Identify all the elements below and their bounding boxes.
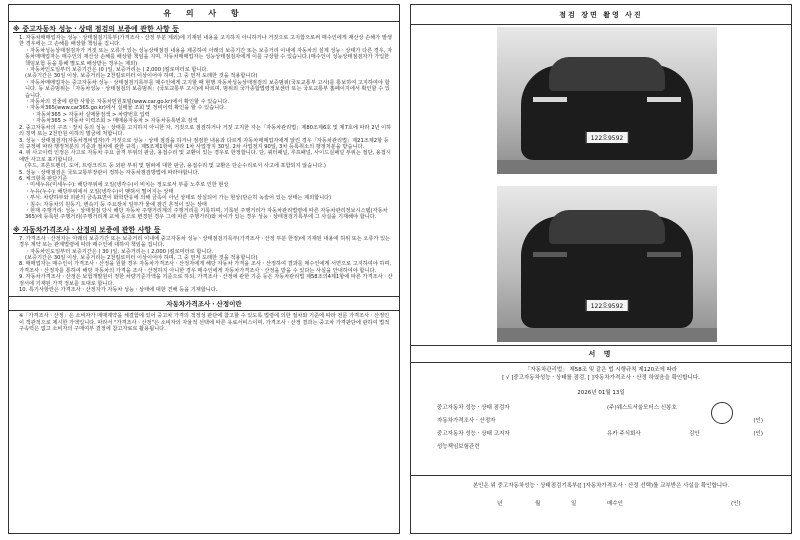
row-label: 성능책임보험관련: [437, 444, 480, 450]
notice-header: 유 의 사 항: [9, 5, 399, 22]
car-windshield: [549, 57, 665, 91]
signature-row-appraiser: [411, 414, 791, 427]
notice-item: (후드, 프론트펜더, 도어, 트렁크리드 등 외판 부위 및 범퍼에 대한 판금, 용접수리 및 교환은 단순수리로서 사고에 포함되지 않습니다.): [25, 163, 326, 170]
notice-item: 9. 자동차가격조사ㆍ산정은 보험개발원이 정한 차량기준가액을 기준으로 하되, 가격조사ㆍ산정에 관한 기준 등은 자동차관리법 제58조의4제1항에 따른 가격조사ㆍ산정서에 기재된 가격 정보를 토대로 합니다.: [19, 274, 393, 287]
taillight-right: [647, 252, 681, 257]
buyer-signature-line: [411, 499, 791, 513]
notice-item: (보증기간은 30일 이상, 보증거리는 2천킬로미터 이상이어야 하며, 그 중 먼저 도래한 것을 적용합니다): [25, 255, 258, 261]
car-rear-photo: [497, 186, 717, 342]
notice-item: ㆍ침수: 자동차의 원동기, 변속기 등 주요장치 일부가 물에 잠긴 흔적이 있는 상태: [25, 201, 207, 208]
notifier-company: 유카 주식회사: [607, 431, 641, 437]
price-box-note: ※「가격조사ㆍ산정」은 소비자가 매매계약을 체결함에 있어 중고차 가격의 적정성 판단에 참고할 수 있도록 법령에 의한 절차와 기준에 따라 전문 가격조사ㆍ산정인이 객관적으로 제시한 가액입니다. 따라서 "가격조사ㆍ산정"은 소비자의 자율적 선택에 따른 유료서비스이며, 가격조사ㆍ산정 결과는 중고차 가격판단에 관하여 법적 구속력은 없고 소비자의 구매여부 결정에 참고자료로 활용됩니다.: [19, 313, 390, 333]
confirm-buyer: 매수인: [607, 501, 623, 507]
notice-item: 4. 위 사고이력 인정은 사고로 자동차 주요 골격 부위의 판금, 용접수리 및 교환이 있는 경우로 한정합니다. 단, 쿼터패널, 루프패널, 사이드실패널 부위는 절단, 용접시에만 사고로 표기합니다.: [19, 150, 391, 163]
buyer-confirm-text: 본인은 위 중고자동차성능ㆍ상태점검기록부([ ]자동차가격조사ㆍ산정 선택)를 교부받은 사실을 확인합니다.: [472, 483, 730, 489]
seal-mark: (인): [753, 431, 763, 437]
notice-item: 3. 성능ㆍ상태점검자(자동차정비업자)가 거짓으로 성능ㆍ상태 점검을 하거나 점검한 내용과 다르게 자동차매매업자에게 알린 경우「자동차관리법」제21조제2항 등의 규정에 따라 행정처분의 기준과 절차에 관한 규칙」제5조제1항에 따라 1차 사업정지 30일, 2차 사업정지 90일, 3차 등록취소의 행정처분을 받습니다.: [19, 137, 389, 150]
headlight-right: [647, 97, 681, 102]
license-plate: 122호9592: [586, 299, 629, 312]
car-rear-window: [549, 210, 665, 244]
photo-header: 점검 장면 촬영 사진: [411, 5, 791, 25]
photo-sign-panel: [410, 4, 792, 534]
signature-date: 2026년 01월 13일: [577, 390, 625, 396]
notice-item: ㆍ현재 주행거리: 성능ㆍ상태점검 당시 해당 자동차 주행거리계의 주행거리를 기록하며, 기록된 주행거리가 자동차관리법령에 따른 자동차관리정보시스템(자동차365)에 등록된 주행거리(주행거리계 교체 등으로 변경된 경우 그에 따른 주행거리)와 차이가 있는 경우 성능ㆍ상태점검기록부에 그 사실을 기재해야 합니다.: [25, 207, 388, 221]
notice-item: ㆍ부식: 차량하부와 외판의 금속표면이 화학반응에 의해 금속이 아닌 상태로 상실되어 가는 현상(단순히 녹슬어 있는 상태는 제외합니다): [25, 195, 332, 202]
signature-confirm-line: [ √ ]중고자동차성능ㆍ상태를 점검, [ ]자동차가격조사ㆍ산정 하였음을 확인합니다.: [502, 375, 700, 381]
row-label: 자동차가격조사ㆍ산정자: [437, 418, 496, 424]
seal-mark: (인): [753, 418, 763, 424]
notice-item: ㆍ자동차매매업자는 중고자동차 성능ㆍ상태점검기록부를 매수인에게 고지할 때 현행 자동차성능상태점검의 보증범위(국토교통부 고시)를 통보하여 고지하여야 합니다. 동 보증범위는「자동차성능ㆍ상태점검의 보증범위」(국토교통부 고시)에 따르며, 범위외 국가종합법령정보센터 또는 국토교통부 홈페이지에서 확인할 수 있습니다.: [25, 79, 390, 99]
row-label: 중고자동차 성능ㆍ상태 점검자: [437, 405, 510, 411]
notice-item: ㆍ자동차365 > 자동차 실매물검색 > 차량번호 입력: [31, 111, 150, 118]
inspector-name: (주)웨스트서울모터스 신봉호: [607, 405, 677, 411]
notice-item: ㆍ자동차인도일부터 보증기간은 ( 30 )일, 보증거리는 ( 2,000 )킬로미터로 합니다.: [25, 248, 213, 255]
section2-title: ※ 자동차가격조사ㆍ산정의 보증에 관한 사항 등: [13, 225, 161, 234]
notice-item: ㆍ자동차365 > 자동차 이력조회 > 매매용자동차 > 자동차등록번호 검색: [31, 118, 198, 125]
section2-list: [9, 236, 399, 294]
notice-panel: [8, 4, 400, 534]
headlight-left: [533, 97, 567, 102]
price-box-title: 자동차가격조사ㆍ산정이란: [9, 296, 399, 311]
notice-item: ㆍ자동차의 진줄에 관한 사항은 자동차민원포털(www.car.go.kr)에서 확인할 수 있습니다.: [25, 99, 229, 106]
car-front-photo: [497, 27, 717, 174]
confirm-year: 년: [497, 501, 503, 507]
signature-header: 서 명: [411, 346, 791, 363]
notice-item: ㆍ누유(누수): 해당부위에서 오일(냉각수)이 맺혀서 떨어지는 상태: [25, 188, 174, 195]
ground: [497, 328, 717, 342]
notice-item: 10. 특기사항란은 가격조사ㆍ산정자가 자동차 성능ㆍ상태에 대한 견해 등을 기재합니다.: [19, 287, 218, 294]
notice-item: 8. 매매업자는 매수인이 가격조사ㆍ산정을 원할 경우 자동차가격조사ㆍ산정자에게 해당 자동차 가격을 조사ㆍ산정하여 결과를 매수인에게 서면으로 고지하여야 하며, 가격조사ㆍ산정자를 통하여 해당 자동차의 가격을 조사ㆍ산정하지 아니한 경우 매수인에게 자동차가격조사ㆍ산정을 받을 수 있다는 사실을 안내하여야 합니다.: [19, 261, 393, 274]
notice-item: 2. 중고자동차의 구조ㆍ장치 등의 성능ㆍ상태를 고지하지 아니한 자, 거짓으로 점검하거나 거짓 고지한 자는「자동차관리법」제80조제6호 및 제7호에 따라 2년 이하의 징역 또는 2천만원 이하의 벌금에 처합니다.: [19, 124, 392, 138]
ground: [497, 160, 717, 174]
section1-title: ※ 중고자동차 성능ㆍ상태 점검의 보증에 관한 사항 등: [13, 25, 179, 33]
notice-item: 5. 성능ㆍ상태점검은 국토교통부장관이 정하는 자동차점검방법에 따라야합니다.: [19, 169, 200, 176]
notice-item: 7. 가격조사ㆍ산정자는 아래의 보증기간 또는 보증거리 이내에 중고자동차 성능ㆍ상태점검기록부(가격조사ㆍ산정 부분 한정)에 기재된 내용에 허위 또는 오류가 있는 경우 계약 또는 관계법령에 따라 매수인에 대하여 책임을 집니다.: [19, 235, 392, 249]
notice-item: ㆍ미세누유(미세누수): 해당부위에 오일(냉각수)이 비치는 정도로서 부품 노후로 인한 현상: [25, 182, 229, 189]
confirm-month: 월: [535, 501, 541, 507]
row-label: 중고자동차 성능ㆍ상태 고지자: [437, 431, 510, 437]
signature-row-inspector: [411, 401, 791, 414]
notice-item: ㆍ자동차인도일부터 보증기간은 (0 )일, 보증거리는 ( 2,000 )킬로미터로 합니다.: [25, 67, 209, 74]
confirm-seal: (인): [731, 501, 741, 507]
notice-item: (보증기간은 30일 이상, 보증거리는 2천킬로미터 이상이어야 하며, 그 중 먼저 도래한 것을 적용합니다): [25, 73, 258, 80]
notice-item: ㆍ자동차성능상태점검자가 거짓 또는 오류가 있는 성능상태점검 내용을 제공하여 아래의 보증기간 또는 보증거리 이내에 자동차의 실제 성능ㆍ상태가 다른 경우, 자동차매매업자는 매수인의 재산상 손해를 배상할 책임을 지며, 자동차매매업자는 성능상태점검자에게 이를 구상할 수 있습니다.(매수인이 성능상태점검자가 가입한 책임보험 등을 통해 별도로 배상받는 경우는 제외): [25, 47, 393, 67]
notice-item: ㆍ자동차365(www.car365.go.kr)에서 실매물 조회 및 정비이력 확인을 할 수 있습니다.: [25, 105, 226, 112]
confirm-day: 일: [571, 501, 577, 507]
notice-item: 1. 자동차매매업자는 성능ㆍ상태점검기록부(가격조사ㆍ산정 부분 제외)에 기재된 내용을 고지하지 아니하거나 거짓으로 고지함으로써 매수인에게 재산상 손해가 발생한 경우에는 그 손해를 배상할 책임을 집니다.: [19, 35, 392, 48]
signature-intro: 「자동차관리법」 제58조 및 같은 법 시행규칙 제120조에 따라: [524, 367, 678, 373]
notifier-name: 김안: [689, 431, 700, 437]
taillight-left: [533, 252, 567, 257]
company-stamp: [711, 402, 733, 424]
signature-row-insurance: [411, 440, 791, 453]
signature-section: [411, 345, 791, 533]
buyer-confirm-box: [411, 475, 791, 533]
notice-item: 6. 체크항목 판단기준: [19, 175, 68, 182]
section1-list: [9, 35, 399, 221]
license-plate: 122호9592: [586, 131, 629, 144]
signature-row-notifier: [411, 427, 791, 440]
